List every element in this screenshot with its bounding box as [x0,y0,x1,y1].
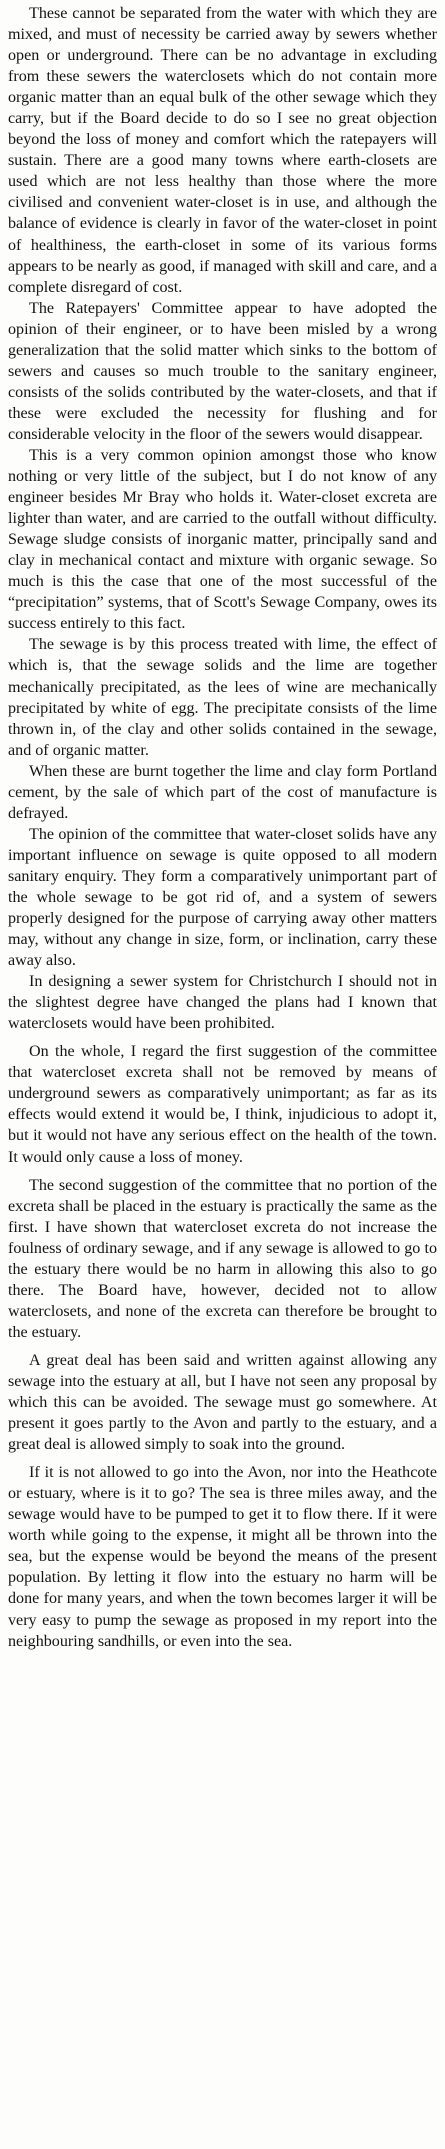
paragraph-lime-process: The sewage is by this process treated with lime, the effect of which is, that the sewage solids and the lime are together mechanically precipitated, as the lees of wine are mechanically precipitated by white of egg. The precipitate consists of the lime thrown in, of the clay and other solids contained in the sewage, and of organic matter. [8,636,437,759]
paragraph-portland-cement: When these are burnt together the lime and clay form Portland cement, by the sale of which part of the cost of manufacture is defrayed. [8,762,437,822]
paragraph-common-opinion: This is a very common opinion amongst those who know nothing or very little of the subject, but I do not know of any engineer besides Mr Bray who holds it. Water-closet excreta are lighter than water, and are carried to the outfall without difficulty. Sewage sludge consists of inorganic matter, principally sand and clay in mechanical contact and mixture with organic sewage. So much is this the case that one of the most successful of the “precipitation” systems, that of Scott's Sewage Company, owes its success entirely to this fact. [8,446,437,633]
paragraph-where-to-go: If it is not allowed to go into the Avon, nor into the Heathcote or estuary, where is it to go? The sea is three miles away, and the sewage would have to be pumped to get it to flow there. If it were worth while going to the expense, it might all be thrown into the sea, but the expense would be beyond the means of the present population. By letting it flow into the estuary no harm will be done for many years, and when the town becomes larger it will be very easy to pump the sewage as proposed in my report into the neighbouring sandhills, or even into the sea. [8,1464,437,1650]
paragraph-first-suggestion: On the whole, I regard the first suggestion of the committee that watercloset excreta shall not be removed by means of underground sewers as comparatively unimportant; as far as its effects would extend it would be, I think, injudicious to adopt it, but it would not have any serious effect on the health of the town. It would only cause a loss of money. [8,1043,437,1166]
paragraph-waterclosets-earthclosets: These cannot be separated from the water with which they are mixed, and must of necessity be carried away by sewers whether open or underground. There can be no advantage in excluding from these sewers the waterclosets which do not contain more organic matter than an equal bulk of the other sewage which they carry, but if the Board decide to do so I see no great objection beyond the loss of money and comfort which the ratepayers will sustain. There are a good many towns where earth-closets are used which are not less healthy than those where the more civilised and convenient water-closet is in use, and although the balance of evidence is clearly in favor of the water-closet in point of healthiness, the earth-closet in some of its various forms appears to be nearly as good, if managed with skill and care, and a complete disregard of cost. [8,5,437,296]
paragraph-christchurch-design: In designing a sewer system for Christchurch I should not in the slightest degree have changed the plans had I known that waterclosets would have been prohibited. [8,973,437,1033]
paragraph-second-suggestion: The second suggestion of the committee that no portion of the excreta shall be placed in the estuary is practically the same as the first. I have shown that watercloset excreta do not increase the foulness of ordinary sewage, and if any sewage is allowed to go to the estuary there would be no harm in allowing this also to go there. The Board have, however, decided not to allow waterclosets, and none of the excreta can therefore be brought to the estuary. [8,1176,437,1341]
paragraph-committee-opinion: The opinion of the committee that water-closet solids have any important influence on sewage is quite opposed to all modern sanitary enquiry. They form a comparatively unimportant part of the whole sewage to be got rid of, and a system of sewers properly designed for the purpose of carrying away other matters may, without any change in size, form, or inclination, carry these away also. [8,825,437,970]
paragraph-ratepayers-committee: The Ratepayers' Committee appear to have adopted the opinion of their engineer, or to have been misled by a wrong generalization that the solid matter which sinks to the bottom of sewers and causes so much trouble to the sanitary engineer, consists of the solids contributed by the water-closets, and that if these were excluded the necessity for flushing and for considerable velocity in the floor of the sewers would disappear. [8,299,437,443]
paragraph-estuary-debate: A great deal has been said and written against allowing any sewage into the estuary at all, but I have not seen any proposal by which this can be avoided. The sewage must go somewhere. At present it goes partly to the Avon and partly to the estuary, and a great deal is allowed simply to soak into the ground. [8,1351,437,1454]
